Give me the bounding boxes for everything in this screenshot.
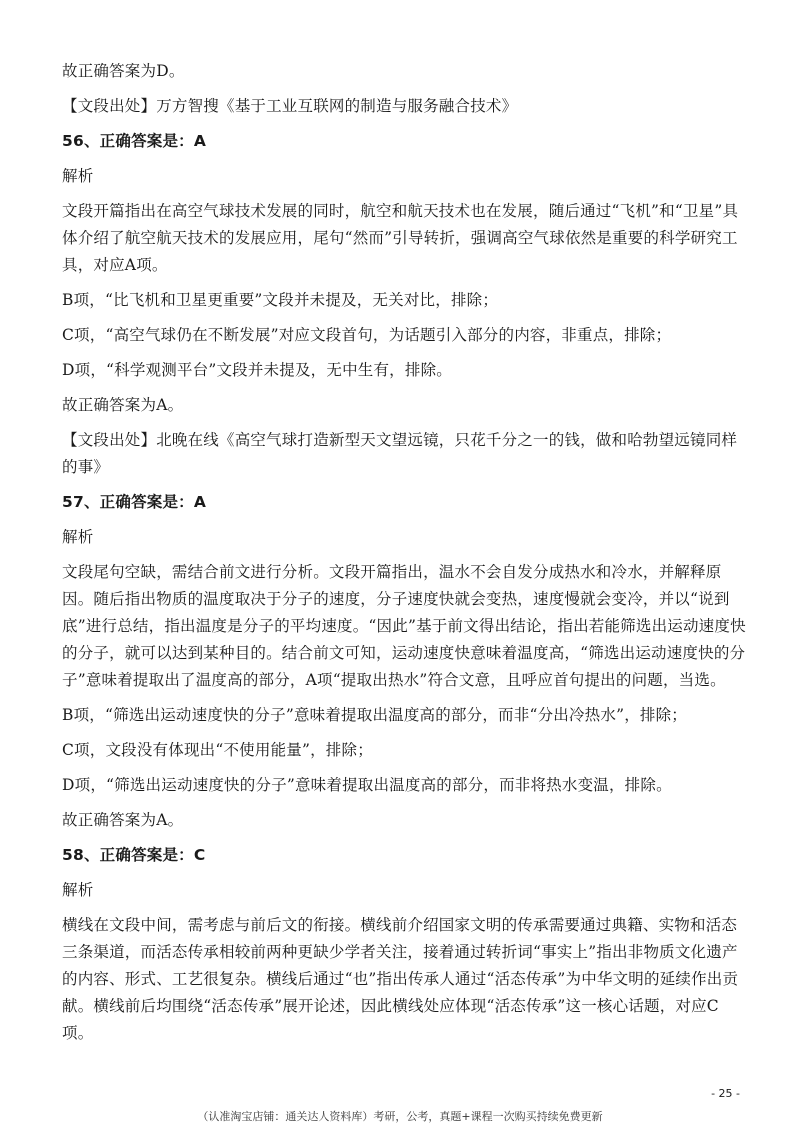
answer-heading: 56、正确答案是：A: [62, 132, 207, 150]
paragraph: D项，“筛选出运动速度快的分子”意味着提取出温度高的部分，而非将热水变温，排除。: [62, 776, 672, 794]
paragraph: 故正确答案为D。: [62, 62, 185, 80]
source-citation: 【文段出处】北晚在线《高空气球打造新型天文望远镜，只花千分之一的钱，做和哈勃望远镜同样的事》: [62, 431, 738, 476]
paragraph: D项，“科学观测平台”文段并未提及，无中生有，排除。: [62, 361, 452, 379]
answer-heading: 57、正确答案是：A: [62, 493, 207, 511]
page-footer: （认准淘宝店铺：通关达人资料库）考研，公考，真题+课程一次购买持续免费更新: [197, 1110, 603, 1123]
document-body: [62, 58, 746, 1055]
paragraph: B项，“筛选出运动速度快的分子”意味着提取出温度高的部分，而非“分出冷热水”，排除；: [62, 706, 687, 724]
paragraph: C项，“高空气球仍在不断发展”对应文段首句，为话题引入部分的内容，非重点，排除；: [62, 326, 672, 344]
paragraph: B项，“比飞机和卫星更重要”文段并未提及，无关对比，排除；: [62, 291, 499, 309]
paragraph: 文段尾句空缺，需结合前文进行分析。文段开篇指出，温水不会自发分成热水和冷水，并解释原因。随后指出物质的温度取决于分子的速度，分子速度快就会变热，速度慢就会变冷，并以“说到底”进行总结，指出温度是分子的平均速度。“因此”基于前文得出结论，指出若能筛选出运动速度快的分子，就可以达到某种目的。结合前文可知，运动速度快意味着温度高，“筛选出运动速度快的分子”意味着提取出了温度高的部分，A项“提取出热水”符合文意，且呼应首句提出的问题，当选。: [62, 563, 746, 689]
paragraph: C项，文段没有体现出“不使用能量”，排除；: [62, 741, 373, 759]
paragraph: 故正确答案为A。: [62, 396, 184, 414]
answer-heading: 58、正确答案是：C: [62, 846, 206, 864]
analysis-label: 解析: [62, 167, 94, 185]
paragraph: 文段开篇指出在高空气球技术发展的同时，航空和航天技术也在发展，随后通过“飞机”和“卫星”具体介绍了航空航天技术的发展应用，尾句“然而”引导转折，强调高空气球依然是重要的科学研究工具，对应A项。: [62, 202, 739, 274]
analysis-label: 解析: [62, 881, 94, 899]
paragraph: 故正确答案为A。: [62, 811, 184, 829]
analysis-label: 解析: [62, 528, 94, 546]
source-citation: 【文段出处】万方智搜《基于工业互联网的制造与服务融合技术》: [62, 97, 518, 115]
paragraph: 横线在文段中间，需考虑与前后文的衔接。横线前介绍国家文明的传承需要通过典籍、实物和活态三条渠道，而活态传承相较前两种更缺少学者关注，接着通过转折词“事实上”指出非物质文化遗产的内容、形式、工艺很复杂。横线后通过“也”指出传承人通过“活态传承”为中华文明的延续作出贡献。横线前后均围绕“活态传承”展开论述，因此横线处应体现“活态传承”这一核心话题，对应C项。: [62, 916, 739, 1042]
page-number: - 25 -: [711, 1087, 740, 1100]
